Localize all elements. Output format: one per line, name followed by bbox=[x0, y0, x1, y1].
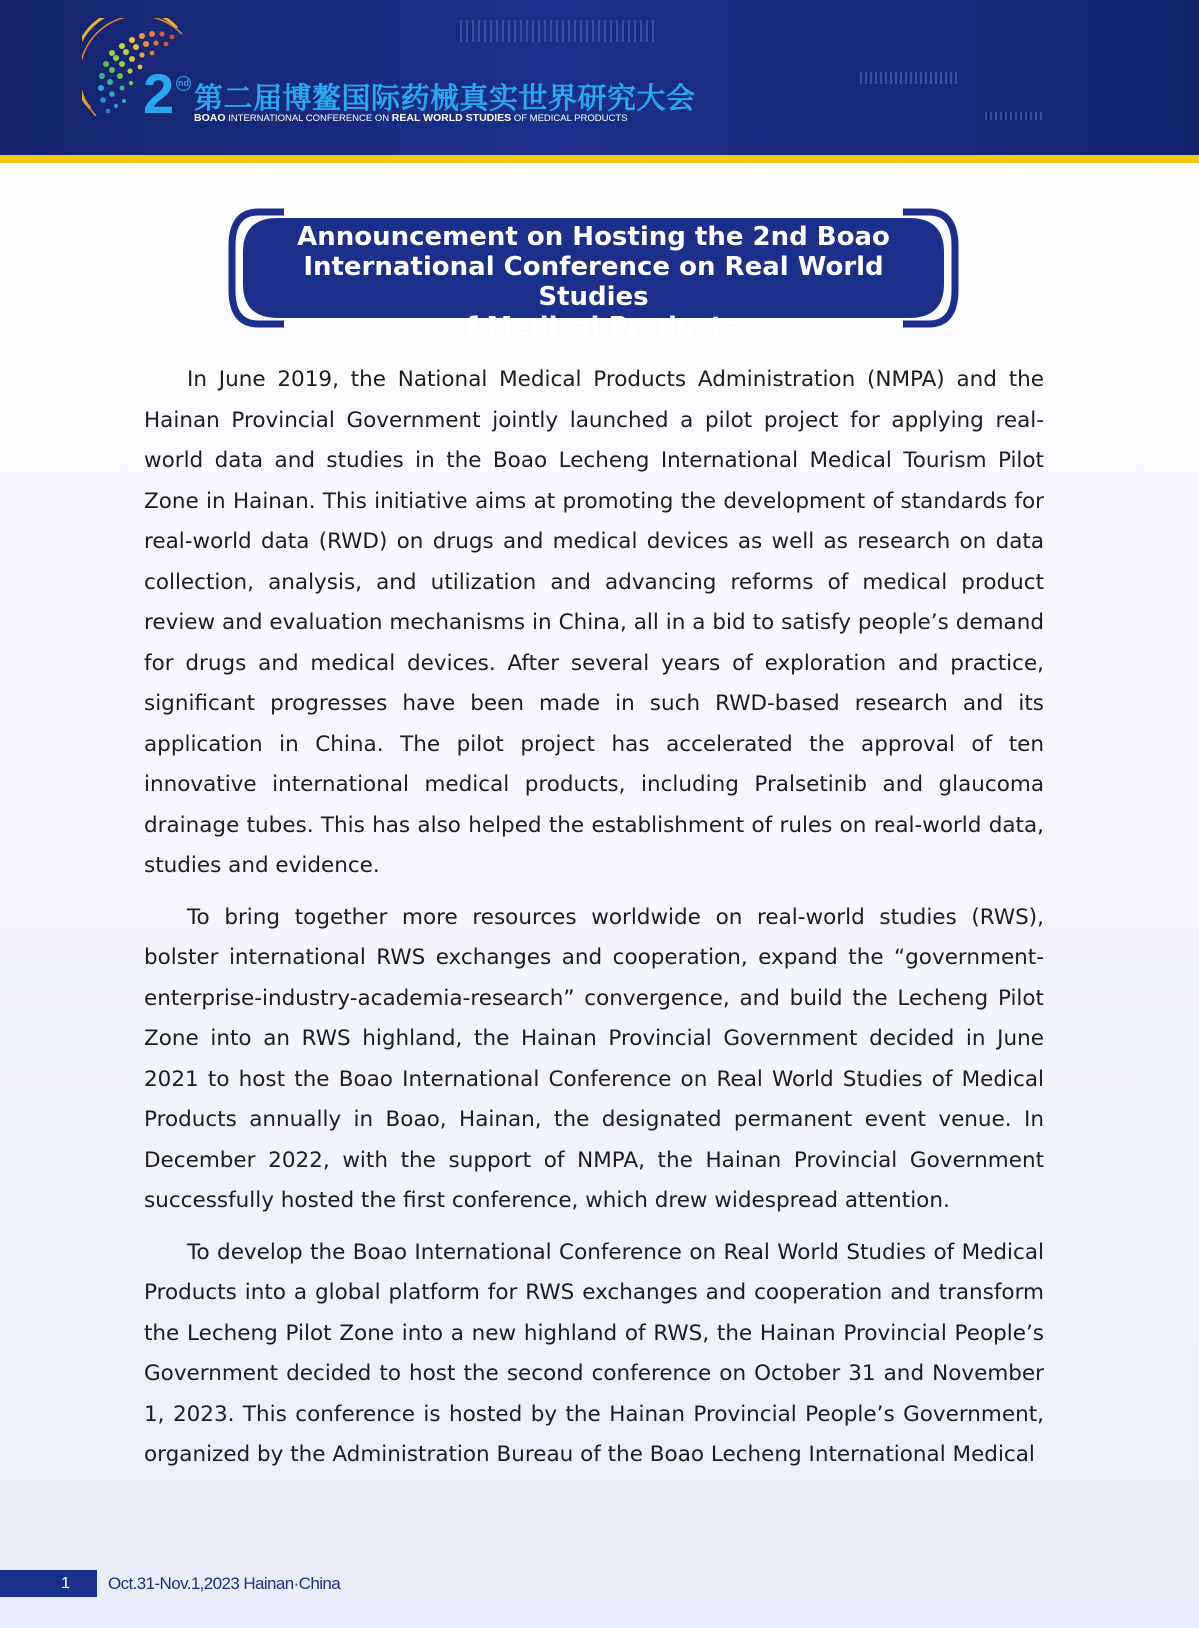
title-en-boao: BOAO bbox=[194, 112, 226, 124]
body-paragraph-3: To develop the Boao International Conference on Real World Studies of Medical Products into a global platform for RWS exchanges and cooperation and transform the Lecheng Pilot Zone into a new highland of RWS, the Hainan Provincial People’s Government decided to host the second conference on October 31 and November 1, 2023. This conference is hosted by the Hainan Provincial People’s Government, organized by the Administration Bureau of the Boao Lecheng International Medical bbox=[144, 1239, 1044, 1467]
edition-numeral: 2 bbox=[143, 62, 175, 125]
title-en-intl: INTERNATIONAL CONFERENCE ON bbox=[228, 113, 390, 124]
announcement-body bbox=[144, 360, 1044, 1487]
body-paragraph-2: To bring together more resources worldwide on real-world studies (RWS), bolster international RWS exchanges and cooperation, expand the “government-enterprise-industry-academia-research” convergence, and build the Lecheng Pilot Zone into an RWS highland, the Hainan Provincial Government decided in June 2021 to host the Boao International Conference on Real World Studies of Medical Products annually in Boao, Hainan, the designated permanent event venue. In December 2022, with the support of NMPA, the Hainan Provincial Government successfully hosted the first conference, which drew widespread attention. bbox=[144, 904, 1044, 1213]
header-banner bbox=[0, 0, 1199, 155]
announcement-title bbox=[258, 222, 929, 342]
header-accent-bar bbox=[0, 155, 1199, 163]
title-line-3: of Medical Products bbox=[448, 312, 739, 342]
title-en-medical: OF MEDICAL PRODUCTS bbox=[513, 113, 628, 124]
edition-superscript: nd bbox=[176, 76, 191, 91]
title-en-rws: REAL WORLD STUDIES bbox=[391, 112, 512, 124]
decorative-barcode-right-small bbox=[985, 112, 1075, 120]
title-line-2: International Conference on Real World Studies bbox=[303, 252, 884, 312]
conference-title-english bbox=[194, 112, 628, 124]
page-number: 1 bbox=[61, 1575, 70, 1592]
footer-date-location: Oct.31-Nov.1,2023 Hainan·China bbox=[108, 1574, 341, 1593]
decorative-barcode-right bbox=[860, 72, 1060, 84]
title-line-1: Announcement on Hosting the 2nd Boao bbox=[297, 222, 890, 252]
body-paragraph-1: In June 2019, the National Medical Products Administration (NMPA) and the Hainan Provincial Government jointly launched a pilot project for applying real-world data and studies in the Boao Lecheng International Medical Tourism Pilot Zone in Hainan. This initiative aims at promoting the development of standards for real-world data (RWD) on drugs and medical devices as well as research on data collection, analysis, and utilization and advancing reforms of medical product review and evaluation mechanisms in China, all in a bid to satisfy people’s demand for drugs and medical devices. After several years of exploration and practice, significant progresses have been made in such RWD-based research and its application in China. The pilot project has accelerated the approval of ten innovative international medical products, including Pralsetinib and glaucoma drainage tubes. This has also helped the establishment of rules on real-world data, studies and evidence. bbox=[144, 367, 1044, 878]
conference-title-chinese: 第二届博鳌国际药械真实世界研究大会 bbox=[194, 81, 696, 115]
announcement-title-banner bbox=[228, 206, 959, 342]
decorative-barcode-top bbox=[460, 20, 680, 42]
